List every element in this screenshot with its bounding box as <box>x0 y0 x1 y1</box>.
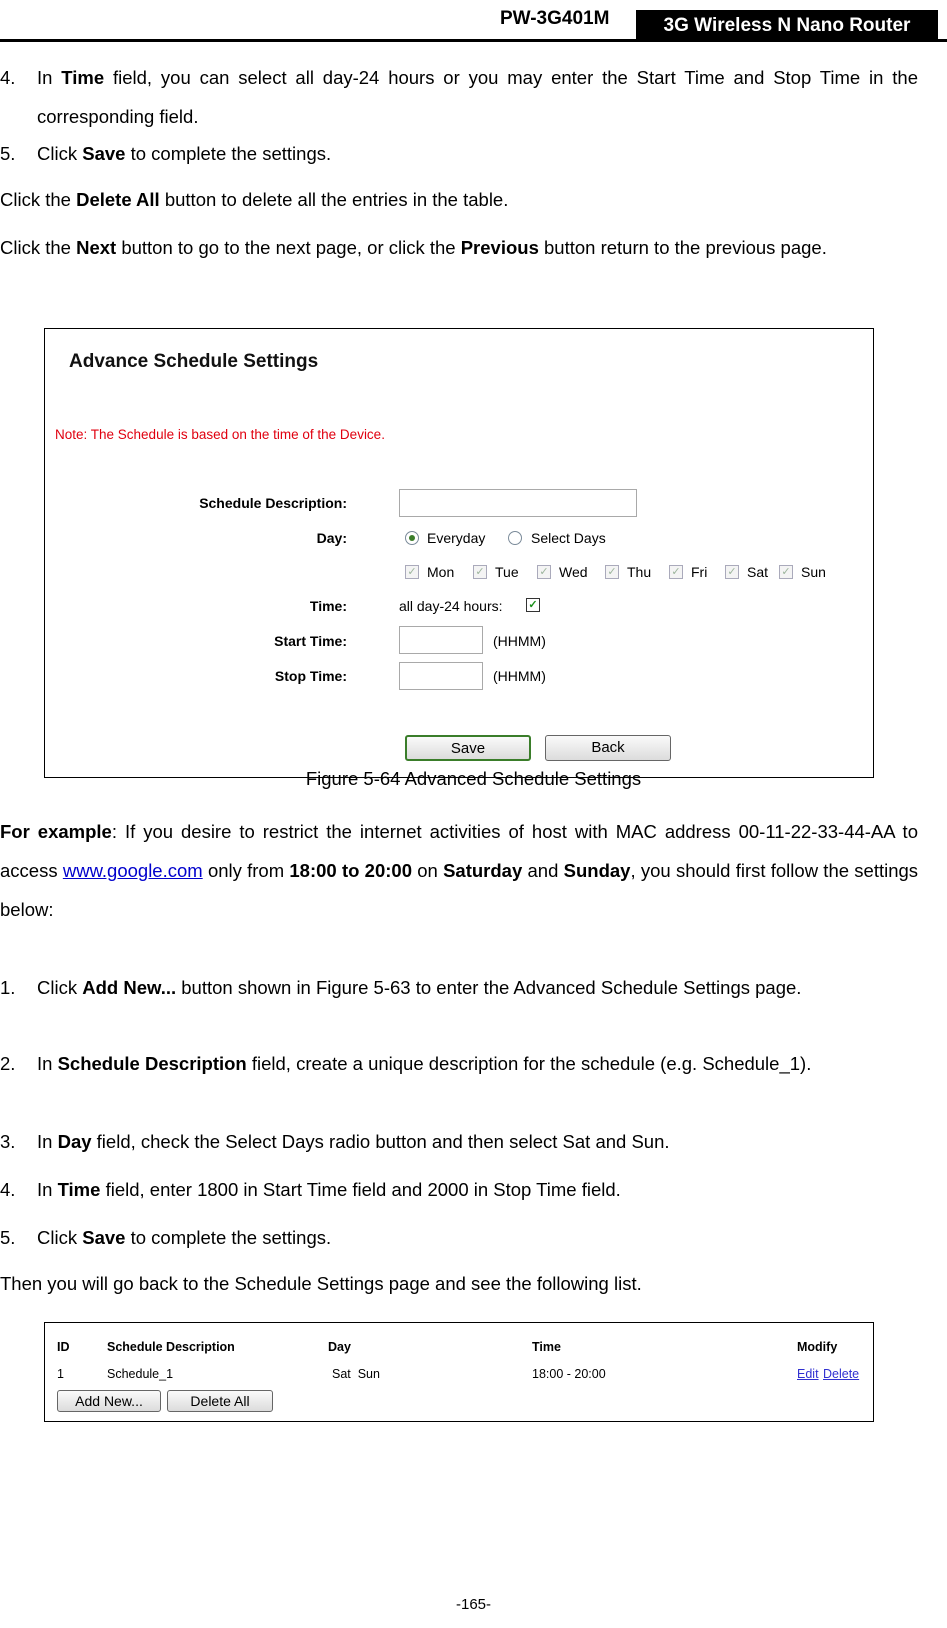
row-time: 18:00 - 20:00 <box>532 1367 606 1381</box>
delete-all-button[interactable]: Delete All <box>167 1390 273 1412</box>
header-model: PW-3G401M <box>500 8 610 29</box>
google-link[interactable]: www.google.com <box>62 860 203 881</box>
figure-caption: Figure 5-64 Advanced Schedule Settings <box>305 768 642 789</box>
step-5: 5. Click Save to complete the settings. <box>0 1227 332 1248</box>
all-day-checkbox[interactable]: ✓ <box>526 598 540 612</box>
day-label: Day: <box>316 530 347 546</box>
figure-title: Advance Schedule Settings <box>69 351 319 372</box>
row-description: Schedule_1 <box>107 1367 174 1381</box>
row-day: Sat Sun <box>332 1367 380 1381</box>
checkbox-wed[interactable]: ✓ <box>537 565 551 579</box>
start-time-input[interactable] <box>399 626 483 654</box>
step-2: 2. In Schedule Description field, create a unique description for the schedule (e.g. Schedule_1). <box>0 1053 812 1074</box>
schedule-description-label: Schedule Description: <box>199 495 347 511</box>
schedule-list-figure <box>44 1322 874 1422</box>
stop-time-format: (HHMM) <box>493 668 546 684</box>
select-days-radio[interactable] <box>508 531 522 545</box>
day-tue-label: Tue <box>495 564 519 580</box>
day-sun-label: Sun <box>801 564 826 580</box>
col-header-description: Schedule Description <box>107 1340 235 1354</box>
delete-link[interactable]: Delete <box>823 1367 860 1381</box>
checkbox-mon[interactable]: ✓ <box>405 565 419 579</box>
checkbox-fri[interactable]: ✓ <box>669 565 683 579</box>
day-fri-label: Fri <box>691 564 708 580</box>
step-1: 1. Click Add New... button shown in Figure 5-63 to enter the Advanced Schedule Settings page. <box>0 977 802 998</box>
col-header-id: ID <box>57 1340 70 1354</box>
checkbox-sun[interactable]: ✓ <box>779 565 793 579</box>
back-button[interactable]: Back <box>545 735 671 761</box>
checkbox-sat[interactable]: ✓ <box>725 565 739 579</box>
then-paragraph: Then you will go back to the Schedule Settings page and see the following list. <box>0 1273 642 1294</box>
figure-note: Note: The Schedule is based on the time of the Device. <box>55 427 385 442</box>
select-days-label: Select Days <box>531 530 606 546</box>
time-label: Time: <box>309 598 347 614</box>
page-header <box>0 0 947 42</box>
add-new-button[interactable]: Add New... <box>57 1390 161 1412</box>
step-3: 3. In Day field, check the Select Days radio button and then select Sat and Sun. <box>0 1131 670 1152</box>
day-mon-label: Mon <box>427 564 455 580</box>
day-sat-label: Sat <box>747 564 769 580</box>
col-header-time: Time <box>532 1340 561 1354</box>
example-paragraph: For example: If you desire to restrict the internet activities of host with MAC address 00-11-22-33-44-AA to access www.google.com only from 18:00 to 20:00 on Saturday and Sunday, you should first follow the settings below: <box>0 821 919 920</box>
intro-item-5: 5. Click Save to complete the settings. <box>0 143 332 164</box>
step-4: 4. In Time field, enter 1800 in Start Time field and 2000 in Stop Time field. <box>0 1179 621 1200</box>
edit-link[interactable]: Edit <box>797 1367 819 1381</box>
checkbox-thu[interactable]: ✓ <box>605 565 619 579</box>
delete-all-paragraph: Click the Delete All button to delete all the entries in the table. <box>0 189 509 210</box>
intro-item-4: 4. In Time field, you can select all day-24 hours or you may enter the Start Time and Stop Time in the corresponding field. <box>0 67 918 127</box>
schedule-description-input[interactable] <box>399 489 637 517</box>
checkbox-tue[interactable]: ✓ <box>473 565 487 579</box>
start-time-format: (HHMM) <box>493 633 546 649</box>
start-time-label: Start Time: <box>274 633 347 649</box>
save-button[interactable]: Save <box>405 735 531 761</box>
col-header-day: Day <box>328 1340 351 1354</box>
col-header-modify: Modify <box>797 1340 838 1354</box>
all-day-label: all day-24 hours: <box>399 598 503 614</box>
day-thu-label: Thu <box>627 564 652 580</box>
everyday-label: Everyday <box>427 530 486 546</box>
next-previous-paragraph: Click the Next button to go to the next page, or click the Previous button return to the previous page. <box>0 237 827 258</box>
row-id: 1 <box>57 1367 64 1381</box>
everyday-radio[interactable] <box>405 531 419 545</box>
page-number: -165- <box>455 1596 492 1613</box>
stop-time-input[interactable] <box>399 662 483 690</box>
day-wed-label: Wed <box>559 564 588 580</box>
header-product: 3G Wireless N Nano Router <box>636 10 938 42</box>
advance-schedule-settings-figure <box>44 328 874 778</box>
stop-time-label: Stop Time: <box>274 668 347 684</box>
